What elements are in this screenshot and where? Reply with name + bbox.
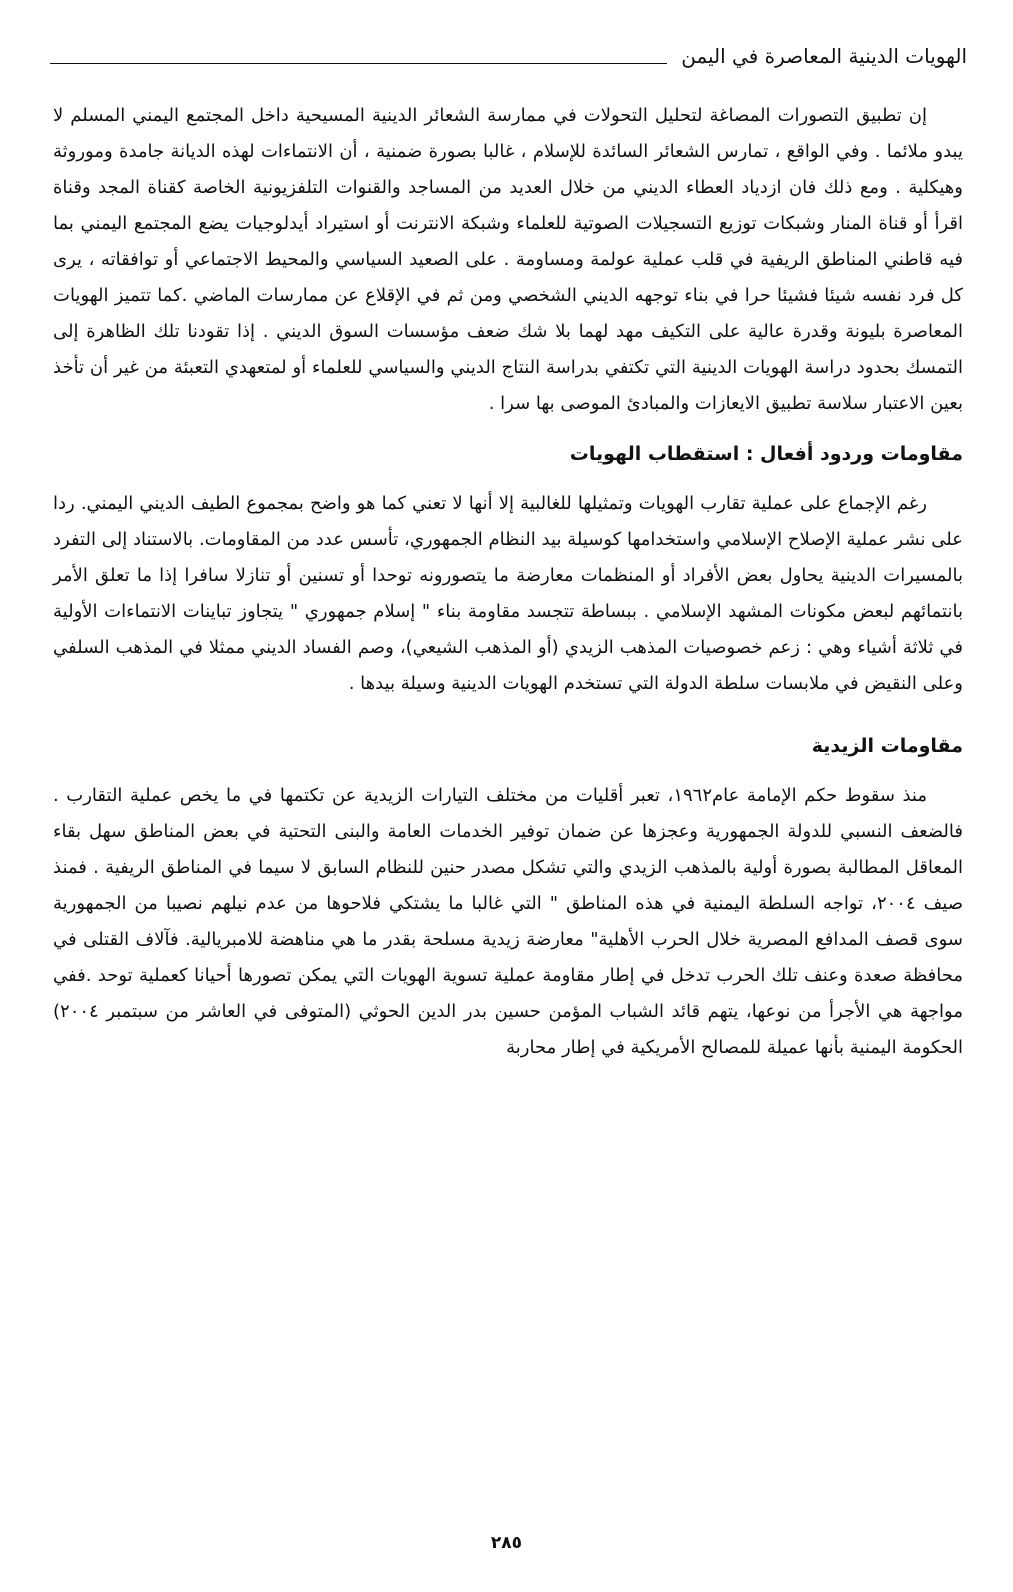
paragraph-intro: إن تطبيق التصورات المصاغة لتحليل التحولات في ممارسة الشعائر الدينية المسيحية داخل المجتمع اليمني المسلم لا يبدو ملائما . وفي الواقع ، تمارس الشعائر السائدة للإسلام ، غالبا بصورة ضمنية ، أن الانتماءات لهذه الديانة جامدة وموروثة وهيكلية . ومع ذلك فان ازدياد العطاء الديني من خلال العديد من المساجد والقنوات التلفزيونية الخاصة كقناة المجد وقناة اقرأ أو قناة المنار وشبكات توزيع التسجيلات الصوتية للعلماء وشبكة الانترنت أو استيراد أيدلوجيات يضع المجتمع اليمني بما فيه قاطني المناطق الريفية في قلب عملية عولمة ومساومة . على الصعيد السياسي والمحيط الاجتماعي أو توافقاته ، يرى كل فرد نفسه شيئا فشيئا حرا في بناء توجهه الديني الشخصي ومن ثم في الإقلاع عن ممارسات الماضي .كما تتميز الهويات المعاصرة بليونة وقدرة عالية على التكيف مهد لهما بلا شك ضعف مؤسسات السوق الديني . إذا تقودنا تلك الظاهرة إلى التمسك بحدود دراسة الهويات الدينية التي تكتفي بدراسة النتاج الديني والسياسي للعلماء أو لمتعهدي التعبئة من غير أن تأخذ بعين الاعتبار سلاسة تطبيق الايعازات والمبادئ الموصى بها سرا . bbox=[53, 105, 963, 414]
paragraph-resistances: رغم الإجماع على عملية تقارب الهويات وتمثيلها للغالبية إلا أنها لا تعني كما هو واضح بمجموع الطيف الديني اليمني. ردا على نشر عملية الإصلاح الإسلامي واستخدامها كوسيلة بيد النظام الجمهوري، تأسس عدد من المقاومات. بالاستناد إلى التفرد بالمسيرات الدينية يحاول بعض الأفراد أو المنظمات معارضة ما يتصورونه توحدا أو تسنين أو تنازلا سافرا إذا ما تعلق الأمر بانتمائهم لبعض مكونات المشهد الإسلامي . ببساطة تتجسد مقاومة بناء " إسلام جمهوري " يتجاوز تباينات الانتماءات الأولية في ثلاثة أشياء وهي : زعم خصوصيات المذهب الزيدي (أو المذهب الشيعي)، وصم الفساد الديني ممثلا في المذهب السلفي وعلى النقيض في ملابسات سلطة الدولة التي تستخدم الهويات الدينية وسيلة بيدها . bbox=[53, 493, 963, 694]
running-title: الهويات الدينية المعاصرة في اليمن bbox=[681, 44, 967, 68]
page-body bbox=[53, 98, 963, 1066]
paragraph-zaydi: منذ سقوط حكم الإمامة عام١٩٦٢، تعبر أقليات من مختلف التيارات الزيدية عن تكتمها في ما يخص عملية التقارب . فالضعف النسبي للدولة الجمهورية وعجزها عن ضمان توفير الخدمات العامة والبنى التحتية في بعض المناطق سهل بقاء المعاقل المطالبة بصورة أولية بالمذهب الزيدي والتي تشكل مصدر حنين للنظام السابق لا سيما في المناطق الريفية . فمنذ صيف ٢٠٠٤، تواجه السلطة اليمنية في هذه المناطق " التي غالبا ما يشتكي فلاحوها من عدم نيلهم نصيبا من الجمهورية سوى قصف المدافع المصرية خلال الحرب الأهلية" معارضة زيدية مسلحة بقدر ما هي مناهضة للامبريالية. فآلاف القتلى في محافظة صعدة وعنف تلك الحرب تدخل في إطار مقاومة عملية تسوية الهويات التي يمكن تصورها أحيانا كعملية توحد .ففي مواجهة هي الأجرأ من نوعها، يتهم قائد الشباب المؤمن حسين بدر الدين الحوثي (المتوفى في العاشر من سبتمبر ٢٠٠٤) الحكومة اليمنية بأنها عميلة للمصالح الأمريكية في إطار محاربة bbox=[53, 785, 964, 1058]
section-heading-resistances: مقاومات وردود أفعال : استقطاب الهويات bbox=[569, 443, 963, 465]
spacer bbox=[53, 702, 963, 728]
header-rule bbox=[50, 63, 667, 64]
spacer bbox=[53, 764, 963, 778]
spacer bbox=[53, 472, 963, 486]
page-number: ٢٨٥ bbox=[490, 1533, 523, 1553]
section-heading-zaydi: مقاومات الزيدية bbox=[811, 735, 963, 757]
spacer bbox=[53, 422, 963, 436]
running-header bbox=[50, 38, 967, 68]
